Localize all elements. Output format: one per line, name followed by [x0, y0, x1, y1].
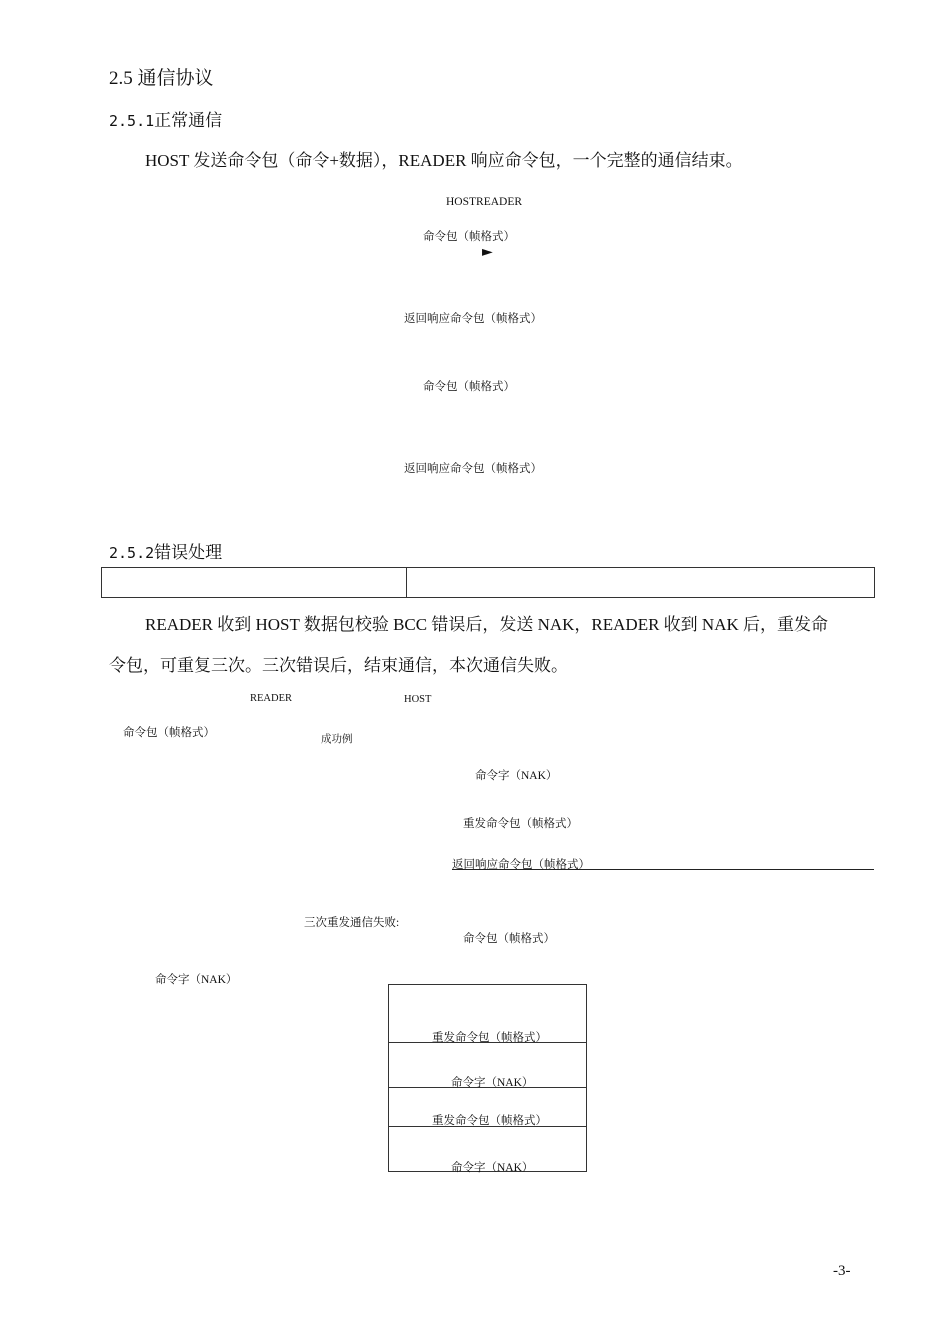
row-divider: [389, 1042, 586, 1043]
error-paragraph-line1: READER 收到 HOST 数据包校验 BCC 错误后，发送 NAK，READER 收到 NAK 后，重发命: [145, 615, 829, 634]
section-number: 2.5: [109, 68, 133, 89]
nak-label: 命令字（NAK）: [155, 974, 238, 986]
row-divider: [389, 1126, 586, 1127]
response-label: 返回响应命令包（帧格式）: [452, 859, 590, 871]
fail-label: 三次重发通信失败:: [304, 917, 400, 929]
command-packet-label: 命令包（帧格式）: [123, 727, 215, 739]
page-number: -3-: [833, 1263, 851, 1279]
retry-row-nak: 命令字（NAK）: [451, 1162, 534, 1174]
diagram-msg-response: 返回响应命令包（帧格式）: [404, 313, 542, 325]
table-cell: [102, 568, 407, 597]
retry-row-resend: 重发命令包（帧格式）: [432, 1032, 547, 1044]
row-divider: [389, 1087, 586, 1088]
nak-label: 命令字（NAK）: [475, 770, 558, 782]
empty-table: [101, 567, 875, 598]
subsection-heading-normal: [109, 106, 222, 131]
host-label: HOST: [404, 694, 432, 705]
section-heading: [109, 63, 214, 90]
error-paragraph-line2: 令包，可重复三次。三次错误后，结束通信，本次通信失败。: [109, 656, 568, 675]
table-cell: [407, 568, 874, 597]
resend-label: 重发命令包（帧格式）: [463, 818, 578, 830]
diagram-msg-command: 命令包（帧格式）: [423, 381, 515, 393]
normal-paragraph: HOST 发送命令包（命令+数据），READER 响应命令包，一个完整的通信结束。: [145, 151, 743, 170]
subsection-heading-error: [109, 538, 222, 563]
response-line: [452, 869, 874, 870]
retry-row-resend: 重发命令包（帧格式）: [432, 1115, 547, 1127]
subsection-title: 正常通信: [154, 111, 223, 130]
reader-label: READER: [250, 693, 292, 704]
retry-box: [388, 984, 587, 1172]
command-packet-label: 命令包（帧格式）: [463, 933, 555, 945]
subsection-title: 错误处理: [154, 543, 223, 562]
diagram-msg-response: 返回响应命令包（帧格式）: [404, 463, 542, 475]
section-title: 通信协议: [137, 68, 214, 89]
success-label: 成功例: [321, 734, 353, 745]
arrow-right-icon: ►: [482, 244, 493, 260]
subsection-number: 2.5.2: [109, 544, 155, 562]
diagram-header: HOSTREADER: [446, 196, 523, 208]
diagram-msg-command: 命令包（帧格式）: [423, 231, 515, 243]
subsection-number: 2.5.1: [109, 112, 155, 130]
retry-row-nak: 命令字（NAK）: [451, 1077, 534, 1089]
